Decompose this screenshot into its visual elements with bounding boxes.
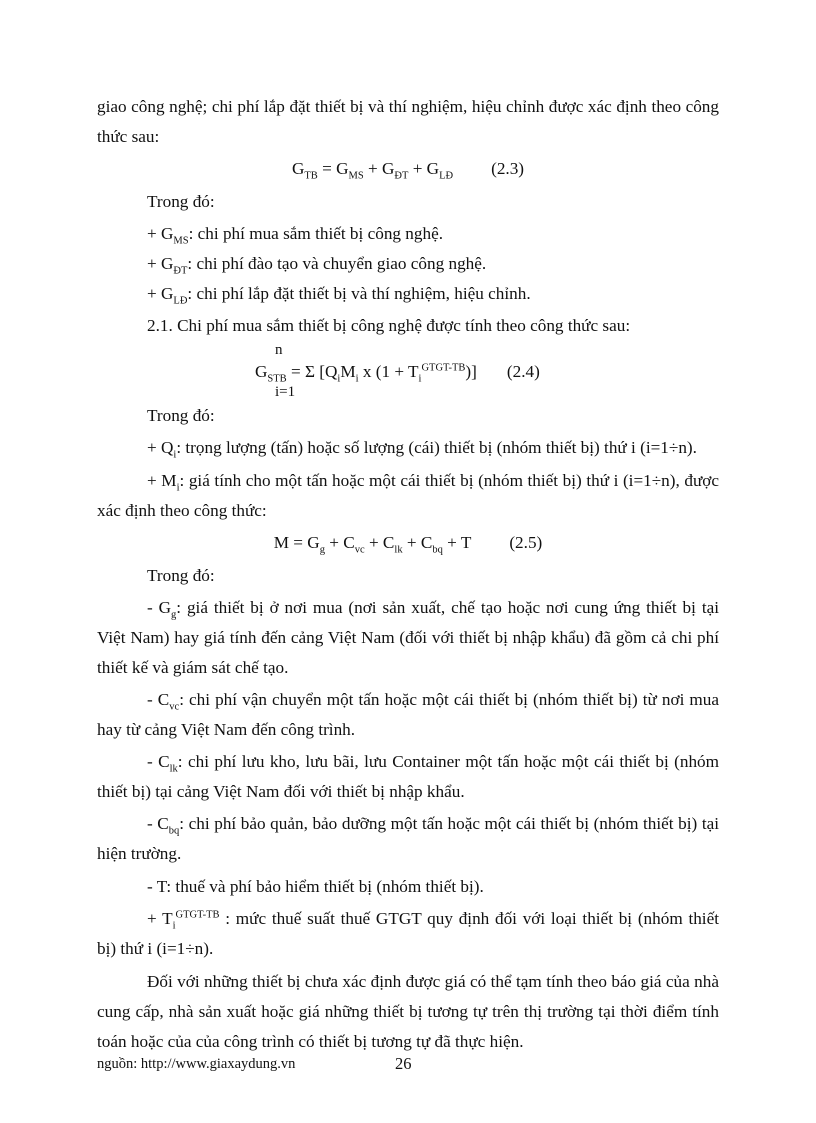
- eq-sub: g: [319, 544, 325, 556]
- eq-text: + T: [442, 533, 472, 553]
- def-sub: lk: [169, 763, 178, 775]
- def-term: + M: [147, 470, 177, 490]
- eq-sup: GTGT-TB: [421, 362, 466, 374]
- eq-text: G: [255, 361, 268, 381]
- def-term: - C: [147, 690, 170, 710]
- def-text: : chi phí lưu kho, lưu bãi, lưu Container một tấn hoặc một cái thiết bị (nhóm thiết bị) tại cảng Việt Nam đối với thiết bị nhập khẩu.: [97, 752, 720, 801]
- equation-number: (2.4): [506, 361, 540, 381]
- eq-text: x (1 + T: [358, 361, 419, 381]
- footer-source: nguồn: http://www.giaxaydung.vn: [97, 1056, 296, 1072]
- trong-do-label: Trong đó:: [147, 405, 215, 425]
- def-term: + Q: [147, 438, 174, 458]
- trong-do-label: Trong đó:: [147, 191, 215, 211]
- definition-mi: [97, 466, 719, 525]
- document-body: [97, 92, 719, 1056]
- def-term: + G: [147, 253, 174, 273]
- def-sub: i: [172, 920, 176, 932]
- def-sup: GTGT-TB: [175, 909, 220, 921]
- def-sub: MS: [173, 235, 189, 247]
- trong-do-label: Trong đó:: [147, 565, 215, 585]
- eq-text: + C: [402, 533, 433, 553]
- eq-text: = G: [317, 159, 349, 179]
- equation-2-3: [97, 154, 719, 184]
- equation-number: (2.5): [509, 533, 543, 553]
- section-2-1-heading: 2.1. Chi phí mua sắm thiết bị công nghệ được tính theo công thức sau:: [147, 316, 631, 336]
- eq-text: G: [291, 159, 305, 179]
- definition-t: - T: thuế và phí bảo hiểm thiết bị (nhóm thiết bị).: [147, 876, 484, 896]
- def-sub: vc: [169, 701, 180, 713]
- definition-qi: [97, 433, 719, 463]
- closing-paragraph: Đối với những thiết bị chưa xác định được giá có thể tạm tính theo báo giá của nhà cung cấp, nhà sản xuất hoặc giá những thiết bị tương tự trên thị trường tại thời điểm tính toán hoặc của của công trình có thiết bị tương tự đã thực hiện.: [97, 972, 719, 1051]
- def-sub: i: [173, 449, 177, 461]
- sum-lower-limit: i=1: [275, 383, 296, 400]
- definition-gg: [97, 593, 719, 682]
- def-text: : chi phí bảo quản, bảo dưỡng một tấn hoặc một cái thiết bị (nhóm thiết bị) tại hiện trường.: [97, 814, 720, 864]
- eq-sub: lk: [394, 544, 403, 556]
- definition-gdt: [97, 249, 719, 279]
- def-term: + G: [147, 224, 174, 244]
- def-text: : chi phí vận chuyển một tấn hoặc một cái thiết bị (nhóm thiết bị) từ nơi mua hay từ cảng Việt Nam đến công trình.: [97, 690, 720, 739]
- eq-sub: ĐT: [394, 170, 409, 182]
- def-term: - G: [147, 598, 172, 618]
- eq-sub: i: [418, 373, 422, 385]
- def-text: : chi phí lắp đặt thiết bị và thí nghiệm, hiệu chỉnh.: [187, 283, 531, 303]
- eq-sub: i: [355, 373, 359, 385]
- def-sub: bq: [168, 825, 180, 837]
- eq-sub: vc: [354, 544, 365, 556]
- equation-2-5: [97, 528, 719, 558]
- def-sub: i: [176, 482, 180, 494]
- eq-text: M: [340, 361, 356, 381]
- def-term: + G: [147, 283, 174, 303]
- def-text: : chi phí mua sắm thiết bị công nghệ.: [188, 224, 444, 244]
- eq-text: + G: [408, 159, 440, 179]
- equation-2-4: [97, 341, 719, 401]
- equation-number: (2.3): [491, 159, 525, 179]
- def-text: : giá tính cho một tấn hoặc một cái thiết bị (nhóm thiết bị) thứ i (i=1÷n), được xác định theo công thức:: [97, 470, 719, 520]
- def-text: : mức thuế suất thuế GTGT quy định đối với loại thiết bị (nhóm thiết bị) thứ i (i=1÷n).: [97, 909, 719, 958]
- eq-text: + C: [364, 533, 395, 553]
- intro-paragraph: giao công nghệ; chi phí lắp đặt thiết bị và thí nghiệm, hiệu chỉnh được xác định theo công thức sau:: [97, 97, 719, 146]
- def-text: : chi phí đào tạo và chuyển giao công nghệ.: [187, 253, 487, 273]
- eq-sub: bq: [432, 544, 443, 556]
- sum-upper-limit: n: [275, 341, 283, 358]
- eq-text: + G: [363, 159, 395, 179]
- eq-text: )]: [465, 361, 477, 381]
- def-term: - C: [147, 814, 169, 834]
- def-sub: g: [171, 609, 177, 621]
- definition-ti: [97, 904, 719, 963]
- page-number: 26: [395, 1054, 412, 1073]
- eq-sub: i: [337, 373, 341, 385]
- eq-text: + C: [324, 533, 355, 553]
- def-sub: LĐ: [173, 295, 188, 306]
- definition-gld: [97, 279, 719, 309]
- eq-sub: STB: [267, 373, 287, 385]
- def-term: - C: [147, 752, 170, 772]
- def-sub: ĐT: [173, 265, 188, 277]
- sum-expression: [255, 357, 540, 387]
- def-text: : trọng lượng (tấn) hoặc số lượng (cái) thiết bị (nhóm thiết bị) thứ i (i=1÷n).: [176, 438, 697, 458]
- definition-cvc: [97, 685, 719, 744]
- definition-gms: [97, 219, 719, 249]
- definition-cbq: [97, 809, 719, 868]
- def-text: : giá thiết bị ở nơi mua (nơi sản xuất, chế tạo hoặc nơi cung ứng thiết bị tại Việt Nam) hay giá tính đến cảng Việt Nam (đối với thiết bị nhập khẩu) đã gồm cả chi phí thiết kế và giám sát chế tạo.: [97, 598, 720, 677]
- def-term: + T: [147, 909, 173, 929]
- eq-text: M = G: [273, 533, 320, 553]
- definition-clk: [97, 747, 719, 806]
- eq-sub: TB: [304, 170, 318, 182]
- eq-sub: MS: [348, 170, 364, 182]
- eq-text: = Σ [Q: [286, 361, 338, 381]
- eq-sub: LĐ: [439, 170, 454, 182]
